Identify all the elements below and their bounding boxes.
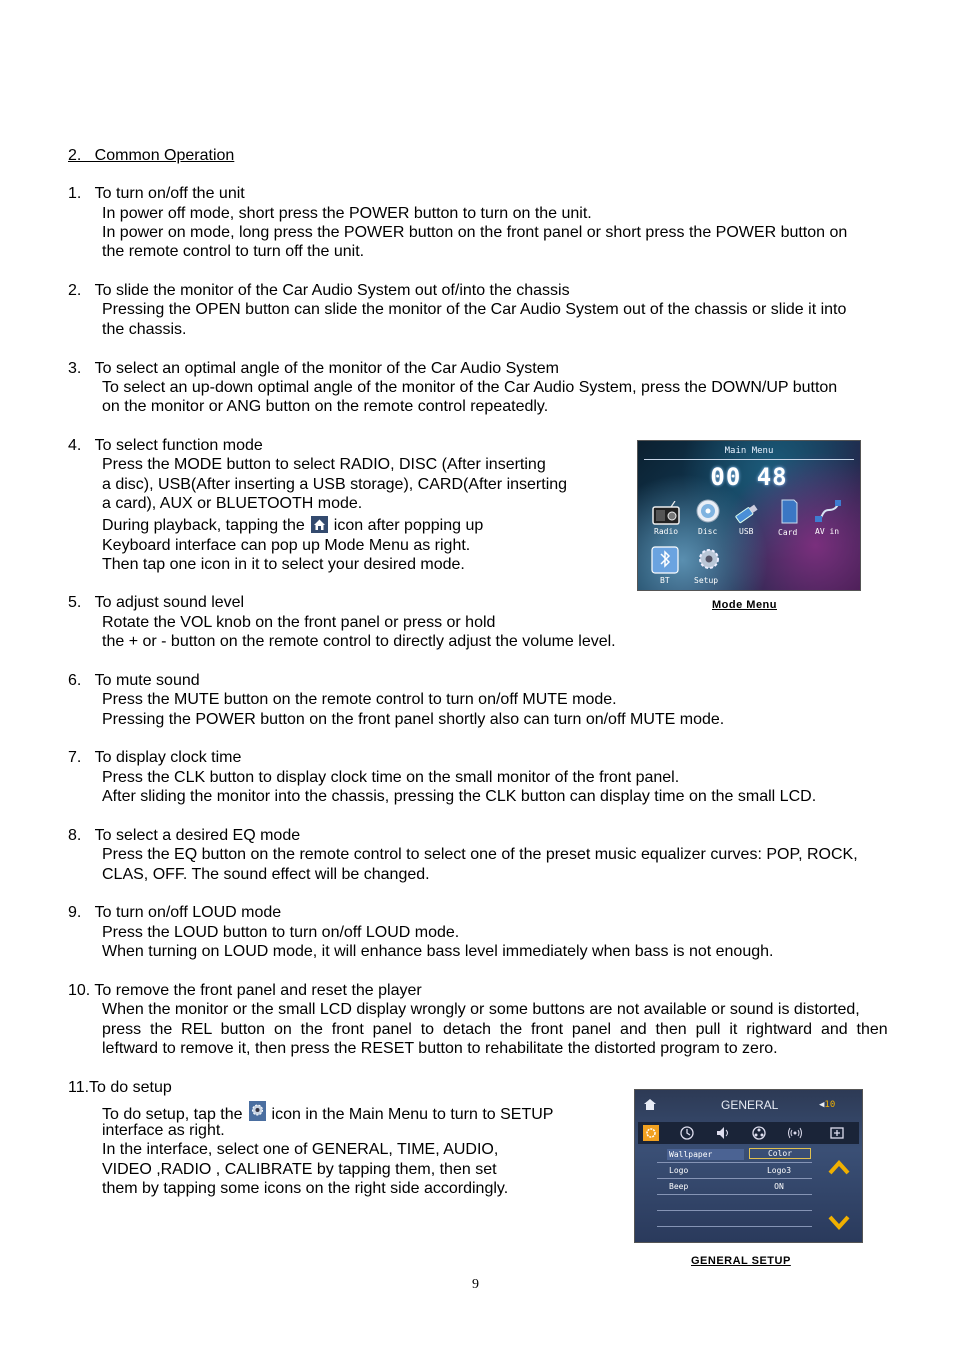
item-6-line: Pressing the POWER button on the front panel shortly also can turn on/off MUTE mode. bbox=[102, 711, 725, 728]
home-icon bbox=[311, 516, 328, 533]
item-4-title: 4. To select function mode bbox=[68, 437, 263, 454]
item-4-line: During playback, tapping the bbox=[102, 517, 305, 534]
mode-menu-title: Main Menu bbox=[724, 446, 774, 456]
item-9-title: 9. To turn on/off LOUD mode bbox=[68, 904, 282, 921]
audio-tab-icon[interactable] bbox=[715, 1125, 731, 1141]
item-9-line: Press the LOUD button to turn on/off LOUD mode. bbox=[102, 924, 460, 941]
item-1-line: the remote control to turn off the unit. bbox=[102, 243, 365, 260]
video-tab-icon[interactable] bbox=[751, 1125, 767, 1141]
item-1-line: In power off mode, short press the POWER button to turn on the unit. bbox=[102, 205, 592, 222]
mode-label: AV in bbox=[815, 527, 840, 536]
setting-value[interactable]: ON bbox=[774, 1182, 784, 1191]
item-11-line: them by tapping some icons on the right side accordingly. bbox=[102, 1180, 509, 1197]
setting-key: Logo bbox=[669, 1166, 689, 1175]
mode-label: Card bbox=[778, 528, 798, 537]
item-10-line: press the REL button on the front panel to detach the front panel and then pull it rightward and then bbox=[102, 1021, 888, 1038]
item-7-line: After sliding the monitor into the chassis, pressing the CLK button can display time on the small LCD. bbox=[102, 788, 817, 805]
item-11-line: In the interface, select one of GENERAL, TIME, AUDIO, bbox=[102, 1141, 499, 1158]
setting-row-empty bbox=[657, 1195, 812, 1211]
general-setup-caption: GENERAL SETUP bbox=[691, 1255, 791, 1267]
bluetooth-icon[interactable] bbox=[651, 546, 679, 576]
item-4-line-with-icon bbox=[102, 516, 483, 535]
item-5-title: 5. To adjust sound level bbox=[68, 594, 245, 611]
speaker-icon: ◀ bbox=[819, 1100, 825, 1110]
item-10-title: 10. To remove the front panel and reset the player bbox=[68, 982, 422, 999]
setting-key: Beep bbox=[669, 1182, 689, 1191]
scroll-down-icon[interactable] bbox=[828, 1214, 850, 1232]
card-icon[interactable] bbox=[774, 498, 804, 524]
radio-tab-icon[interactable] bbox=[787, 1125, 803, 1141]
item-7-line: Press the CLK button to display clock time on the small monitor of the front panel. bbox=[102, 769, 680, 786]
setup-tabs bbox=[638, 1122, 859, 1144]
item-9-line: When turning on LOUD mode, it will enhance bass level immediately when bass is not enough. bbox=[102, 943, 774, 960]
item-10-line: leftward to remove it, then press the RESET button to rehabilitate the distorted program to zero. bbox=[102, 1040, 778, 1057]
volume-indicator bbox=[819, 1100, 835, 1110]
home-icon[interactable] bbox=[644, 1099, 656, 1110]
setup-icon bbox=[249, 1101, 266, 1121]
calibrate-tab-icon[interactable] bbox=[829, 1125, 845, 1141]
general-tab-icon[interactable] bbox=[643, 1125, 659, 1141]
item-11-line: interface as right. bbox=[102, 1122, 225, 1139]
setting-key: Wallpaper bbox=[667, 1149, 744, 1160]
setting-value[interactable]: Logo3 bbox=[766, 1166, 792, 1175]
setup-icon[interactable] bbox=[694, 546, 724, 572]
av-in-icon[interactable] bbox=[813, 498, 843, 524]
item-2-title: 2. To slide the monitor of the Car Audio System out of/into the chassis bbox=[68, 282, 570, 299]
mode-label: USB bbox=[739, 527, 754, 536]
item-4-line: icon after popping up bbox=[333, 517, 484, 534]
item-6-title: 6. To mute sound bbox=[68, 672, 200, 689]
mode-label: Disc bbox=[698, 527, 718, 536]
general-setup-screenshot bbox=[634, 1089, 863, 1243]
setting-row-logo[interactable] bbox=[657, 1163, 812, 1179]
item-4-line: Keyboard interface can pop up Mode Menu as right. bbox=[102, 537, 471, 554]
volume-level: 10 bbox=[824, 1100, 836, 1110]
item-3-line: To select an up-down optimal angle of the monitor of the Car Audio System, press the DOWN/UP button bbox=[102, 379, 838, 396]
setup-title: GENERAL bbox=[721, 1098, 779, 1112]
mode-label: BT bbox=[660, 576, 670, 585]
item-8-line: Press the EQ button on the remote control to select one of the preset music equalizer curves: POP, ROCK, bbox=[102, 846, 858, 863]
setting-row-beep[interactable] bbox=[657, 1179, 812, 1195]
mode-menu-caption: Mode Menu bbox=[712, 599, 777, 611]
disc-icon[interactable] bbox=[693, 498, 723, 524]
item-3-title: 3. To select an optimal angle of the monitor of the Car Audio System bbox=[68, 360, 559, 377]
item-1-title: 1. To turn on/off the unit bbox=[68, 185, 245, 202]
item-1-line: In power on mode, long press the POWER button on the front panel or short press the POWER button on bbox=[102, 224, 848, 241]
item-5-line: Rotate the VOL knob on the front panel or press or hold bbox=[102, 614, 496, 631]
item-4-line: a card), AUX or BLUETOOTH mode. bbox=[102, 495, 363, 512]
usb-icon[interactable] bbox=[731, 501, 761, 527]
item-2-line: Pressing the OPEN button can slide the monitor of the Car Audio System out of the chassis or slide it into bbox=[102, 301, 847, 318]
mode-menu-clock: 00 48 bbox=[710, 463, 788, 491]
divider bbox=[644, 459, 854, 460]
item-4-line: a disc), USB(After inserting a USB storage), CARD(After inserting bbox=[102, 476, 568, 493]
item-10-line: When the monitor or the small LCD display wrongly or some buttons are not available or sound is distorted, bbox=[102, 1001, 860, 1018]
section-heading: 2. Common Operation bbox=[68, 147, 235, 164]
item-11-title: 11.To do setup bbox=[68, 1079, 172, 1096]
item-7-title: 7. To display clock time bbox=[68, 749, 242, 766]
mode-label: Setup bbox=[694, 576, 719, 585]
item-4-line: Press the MODE button to select RADIO, DISC (After inserting bbox=[102, 456, 546, 473]
item-2-line: the chassis. bbox=[102, 321, 187, 338]
time-tab-icon[interactable] bbox=[679, 1125, 695, 1141]
mode-label: Radio bbox=[654, 527, 679, 536]
item-11-line: VIDEO ,RADIO , CALIBRATE by tapping them, then set bbox=[102, 1161, 497, 1178]
item-11-line: icon in the Main Menu to turn to SETUP bbox=[271, 1106, 554, 1123]
item-6-line: Press the MUTE button on the remote control to turn on/off MUTE mode. bbox=[102, 691, 617, 708]
item-5-line: the + or - button on the remote control to directly adjust the volume level. bbox=[102, 633, 616, 650]
page-number: 9 bbox=[472, 1277, 479, 1292]
setting-value[interactable]: Color bbox=[749, 1148, 811, 1159]
item-4-line: Then tap one icon in it to select your desired mode. bbox=[102, 556, 465, 573]
setting-row-wallpaper[interactable] bbox=[657, 1147, 812, 1163]
radio-icon[interactable] bbox=[651, 501, 681, 527]
item-11-line: To do setup, tap the bbox=[102, 1106, 243, 1123]
scroll-up-icon[interactable] bbox=[828, 1158, 850, 1176]
item-8-line: CLAS, OFF. The sound effect will be changed. bbox=[102, 866, 430, 883]
item-3-line: on the monitor or ANG button on the remote control repeatedly. bbox=[102, 398, 549, 415]
item-8-title: 8. To select a desired EQ mode bbox=[68, 827, 301, 844]
mode-menu-screenshot bbox=[637, 440, 861, 591]
setting-row-empty bbox=[657, 1211, 812, 1227]
